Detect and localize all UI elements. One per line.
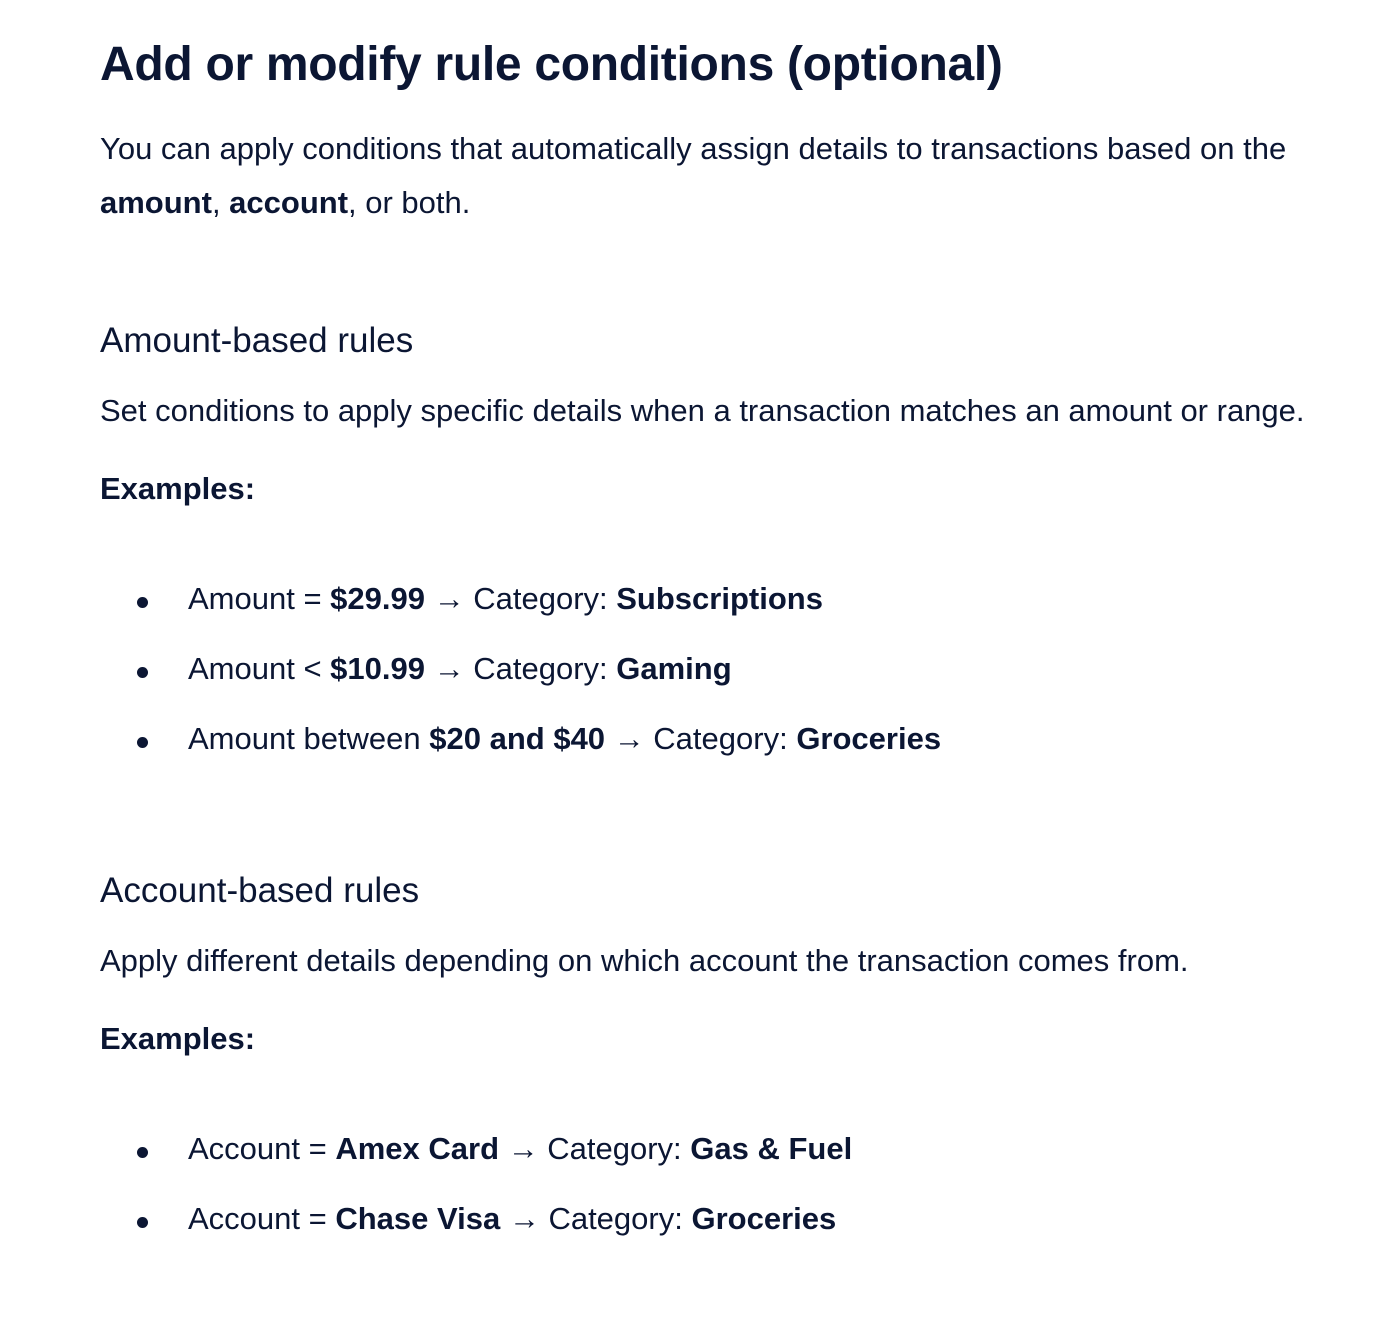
bullet-icon	[137, 667, 148, 678]
account-examples-label: Examples:	[100, 1021, 256, 1056]
amount-examples-label: Examples:	[100, 471, 256, 506]
intro-separator: ,	[211, 185, 230, 220]
list-item-text: Amount < $10.99 → Category: Gaming	[188, 651, 732, 686]
intro-bold-account: account	[229, 185, 349, 220]
account-section-description: Apply different details depending on which account the transaction comes from.	[100, 943, 1189, 978]
intro-bold-amount: amount	[100, 185, 212, 220]
amount-section-description: Set conditions to apply specific details when a transaction matches an amount or range.	[100, 393, 1305, 428]
bullet-icon	[137, 597, 148, 608]
account-section-heading: Account-based rules	[100, 871, 420, 910]
bullet-icon	[137, 1217, 148, 1228]
list-item-text: Account = Amex Card → Category: Gas & Fuel	[188, 1131, 853, 1166]
list-item-text: Amount = $29.99 → Category: Subscriptions	[188, 581, 823, 616]
bullet-icon	[137, 737, 148, 748]
bullet-icon	[137, 1147, 148, 1158]
intro-text-before: You can apply conditions that automatically assign details to transactions based on the	[100, 131, 1287, 166]
amount-section-heading: Amount-based rules	[100, 321, 414, 360]
intro-text-after: , or both.	[348, 185, 471, 220]
intro-paragraph	[100, 122, 1380, 230]
list-item-text: Account = Chase Visa → Category: Groceries	[188, 1201, 837, 1236]
page-title: Add or modify rule conditions (optional)	[100, 38, 1003, 91]
list-item-text: Amount between $20 and $40 → Category: Groceries	[188, 721, 942, 756]
